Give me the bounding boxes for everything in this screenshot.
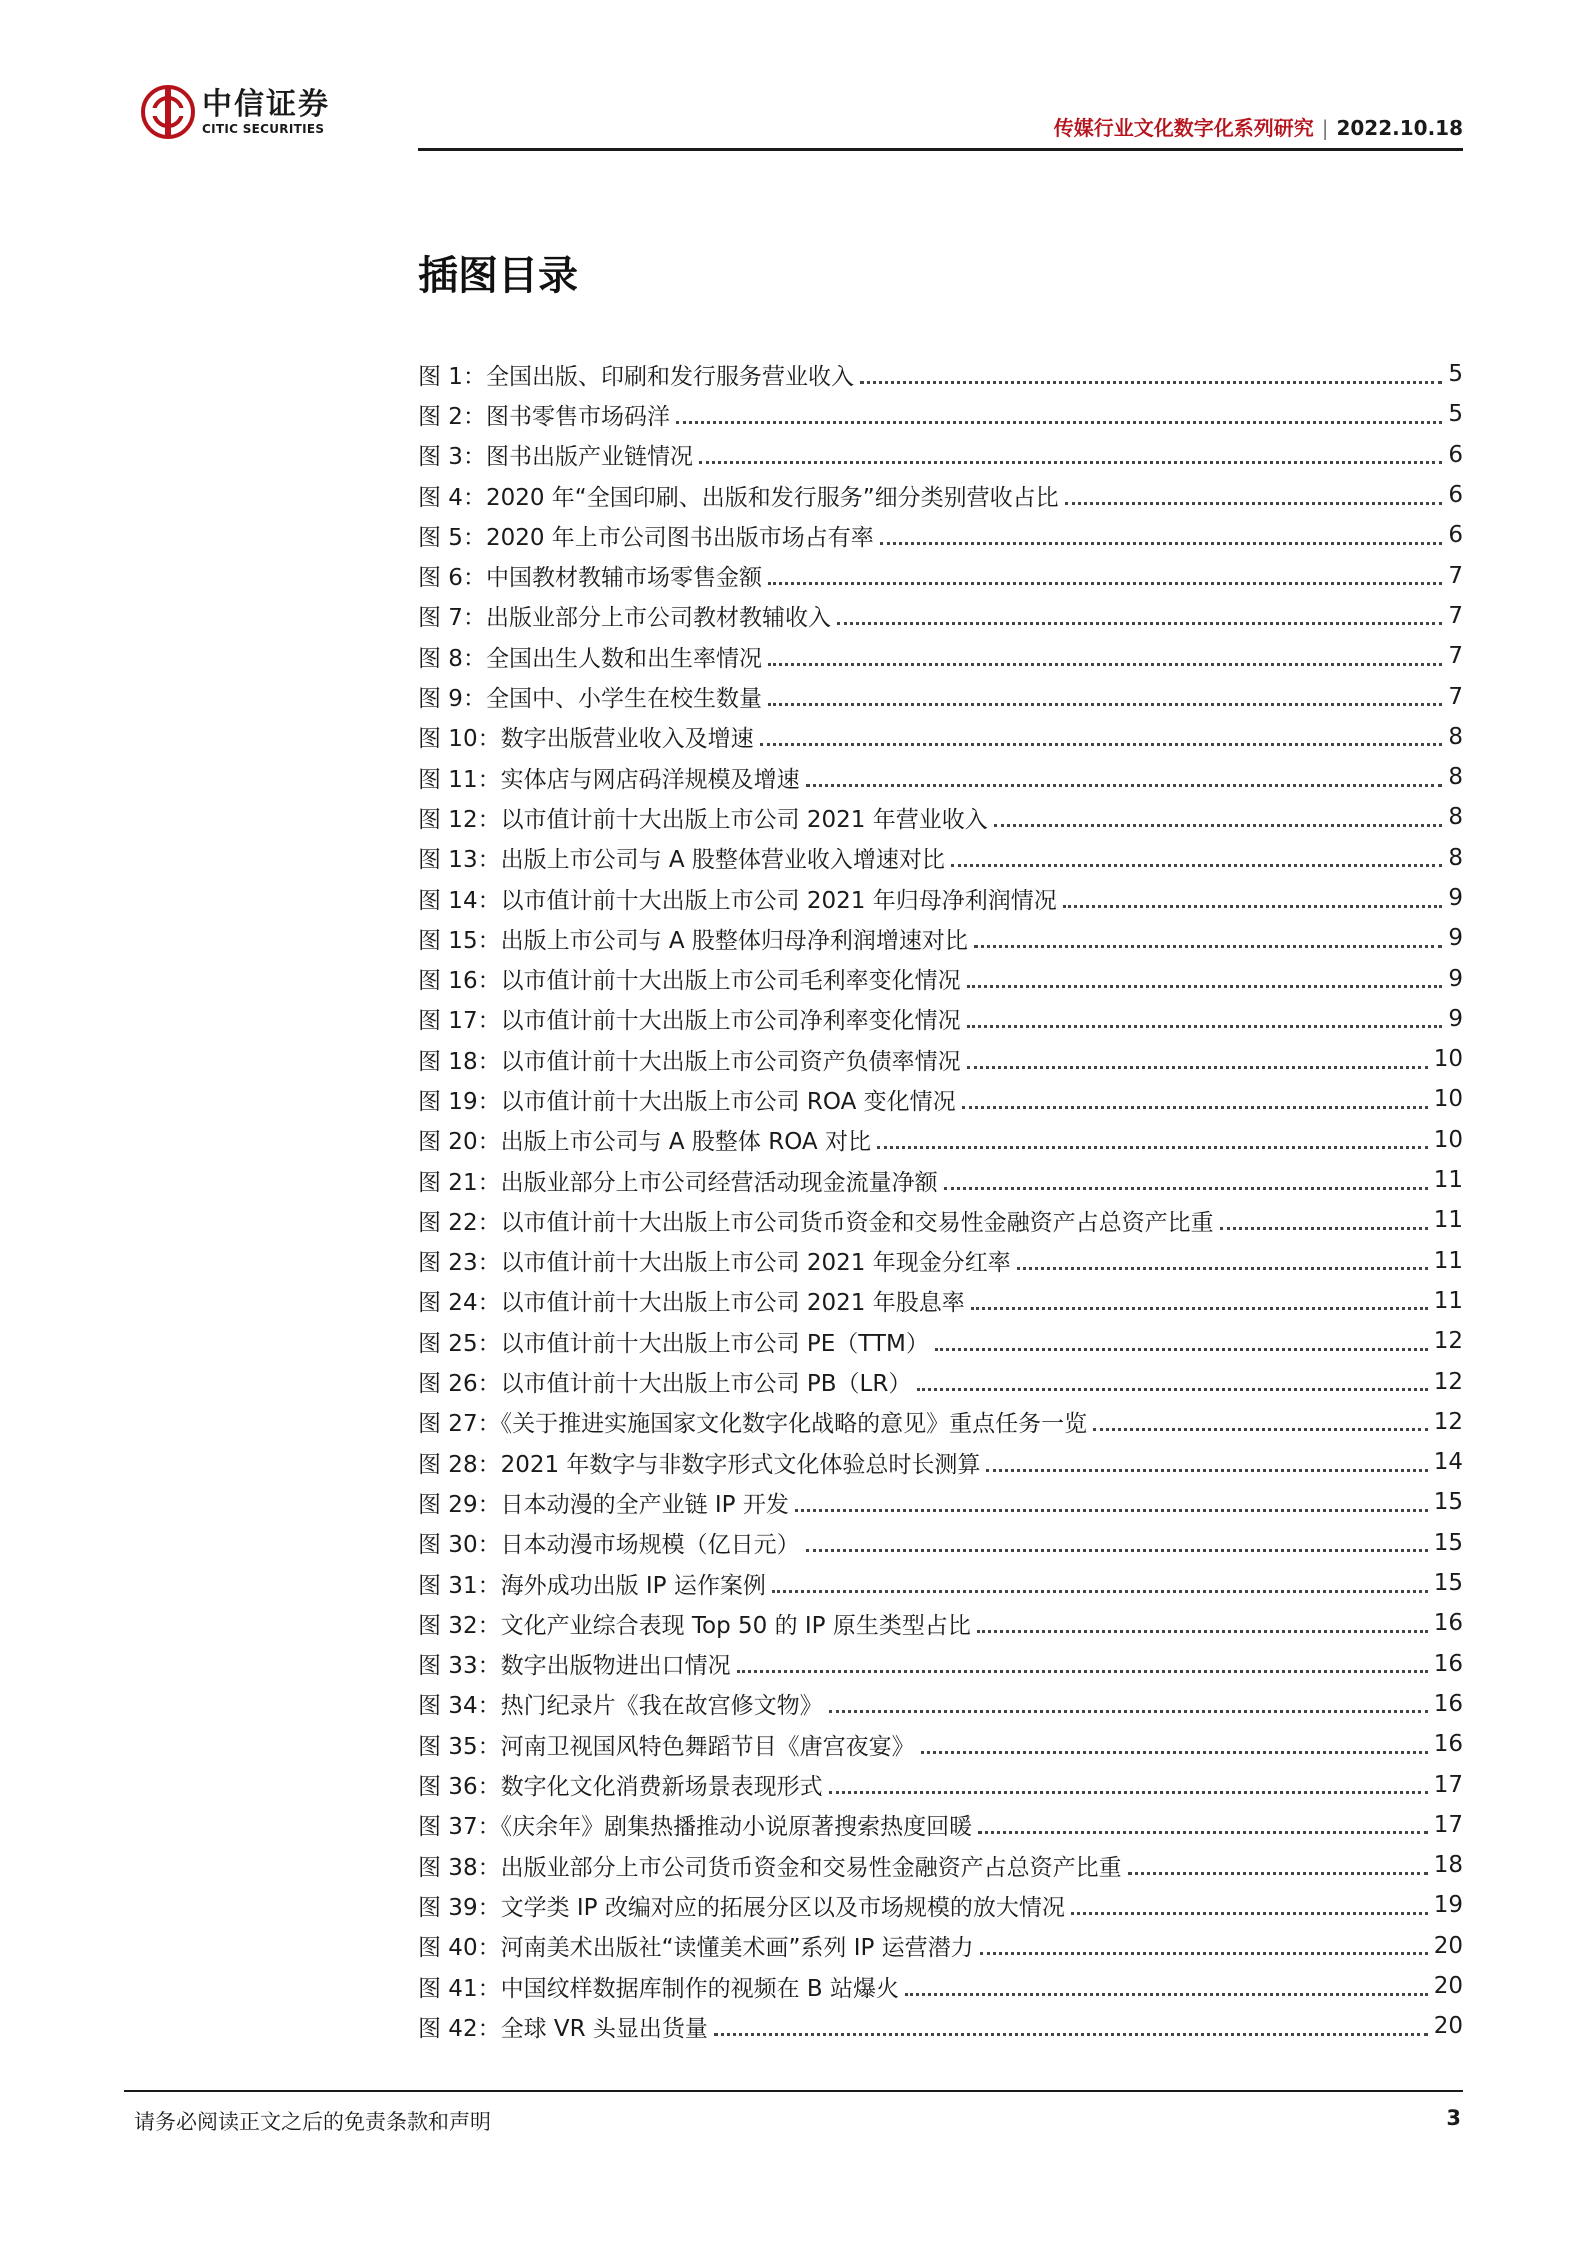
toc-dot-leader — [1220, 1227, 1428, 1230]
toc-entry-page: 8 — [1448, 844, 1463, 871]
toc-entry[interactable] — [418, 1200, 1463, 1240]
toc-entry-page: 7 — [1448, 602, 1463, 629]
toc-dot-leader — [1071, 1912, 1428, 1915]
toc-entry[interactable] — [418, 1885, 1463, 1925]
toc-entry-page: 9 — [1448, 1005, 1463, 1032]
toc-entry-label: 图 11：实体店与网店码洋规模及增速 — [418, 766, 800, 793]
figure-toc-list — [418, 354, 1463, 2046]
toc-dot-leader — [1065, 502, 1443, 505]
toc-entry[interactable] — [418, 636, 1463, 676]
toc-dot-leader — [795, 1509, 1428, 1512]
toc-entry-label: 图 28：2021 年数字与非数字形式文化体验总时长测算 — [418, 1451, 981, 1478]
toc-entry[interactable] — [418, 1644, 1463, 1684]
toc-dot-leader — [768, 582, 1442, 585]
toc-entry-page: 12 — [1433, 1328, 1463, 1355]
toc-dot-leader — [1093, 1428, 1428, 1431]
toc-dot-leader — [1063, 905, 1443, 908]
toc-entry-page: 15 — [1433, 1529, 1463, 1556]
toc-entry-page: 8 — [1448, 764, 1463, 791]
toc-dot-leader — [1128, 1872, 1428, 1875]
toc-entry-label: 图 4：2020 年“全国印刷、出版和发行服务”细分类别营收占比 — [418, 484, 1059, 511]
logo-english-name: CITIC SECURITIES — [202, 122, 325, 136]
toc-entry[interactable] — [418, 1241, 1463, 1281]
toc-entry[interactable] — [418, 394, 1463, 434]
toc-dot-leader — [768, 663, 1442, 666]
toc-entry-label: 图 9：全国中、小学生在校生数量 — [418, 686, 762, 713]
toc-entry-label: 图 3：图书出版产业链情况 — [418, 444, 693, 471]
toc-entry[interactable] — [418, 1845, 1463, 1885]
toc-entry-label: 图 20：出版上市公司与 A 股整体 ROA 对比 — [418, 1129, 871, 1156]
toc-entry[interactable] — [418, 515, 1463, 555]
toc-entry-page: 6 — [1448, 522, 1463, 549]
toc-dot-leader — [980, 1952, 1428, 1955]
toc-entry-label: 图 33：数字出版物进出口情况 — [418, 1653, 731, 1680]
toc-dot-leader — [877, 1146, 1428, 1149]
toc-entry-label: 图 12：以市值计前十大出版上市公司 2021 年营业收入 — [418, 806, 988, 833]
toc-entry[interactable] — [418, 596, 1463, 636]
toc-entry-label: 图 21：出版业部分上市公司经营活动现金流量净额 — [418, 1169, 938, 1196]
toc-entry-label: 图 13：出版上市公司与 A 股整体营业收入增速对比 — [418, 847, 945, 874]
report-date: 2022.10.18 — [1336, 116, 1463, 140]
toc-dot-leader — [917, 1388, 1427, 1391]
toc-dot-leader — [986, 1469, 1427, 1472]
toc-entry-page: 17 — [1433, 1811, 1463, 1838]
toc-dot-leader — [699, 461, 1442, 464]
toc-entry-page: 20 — [1433, 1973, 1463, 2000]
toc-entry-label: 图 39：文学类 IP 改编对应的拓展分区以及市场规模的放大情况 — [418, 1894, 1065, 1921]
toc-entry-page: 19 — [1433, 1892, 1463, 1919]
toc-entry-page: 20 — [1433, 2013, 1463, 2040]
toc-entry-page: 18 — [1433, 1852, 1463, 1879]
page-number: 3 — [1446, 2106, 1461, 2130]
toc-entry-label: 图 17：以市值计前十大出版上市公司净利率变化情况 — [418, 1008, 961, 1035]
toc-dot-leader — [806, 1549, 1428, 1552]
toc-entry-page: 10 — [1433, 1046, 1463, 1073]
toc-dot-leader — [829, 1710, 1428, 1713]
toc-dot-leader — [714, 2033, 1428, 2036]
toc-entry[interactable] — [418, 1724, 1463, 1764]
toc-entry[interactable] — [418, 1160, 1463, 1200]
toc-entry-page: 12 — [1433, 1408, 1463, 1435]
toc-entry-label: 图 14：以市值计前十大出版上市公司 2021 年归母净利润情况 — [418, 887, 1057, 914]
toc-entry[interactable] — [418, 354, 1463, 394]
toc-entry[interactable] — [418, 1966, 1463, 2006]
toc-entry-page: 10 — [1433, 1126, 1463, 1153]
toc-dot-leader — [967, 985, 1443, 988]
toc-entry[interactable] — [418, 838, 1463, 878]
toc-dot-leader — [880, 542, 1443, 545]
toc-entry-label: 图 30：日本动漫市场规模（亿日元） — [418, 1532, 800, 1559]
toc-entry-page: 16 — [1433, 1650, 1463, 1677]
toc-entry-page: 12 — [1433, 1368, 1463, 1395]
toc-entry[interactable] — [418, 1764, 1463, 1804]
toc-entry[interactable] — [418, 1482, 1463, 1522]
page-title: 插图目录 — [418, 253, 578, 299]
toc-dot-leader — [978, 1831, 1428, 1834]
toc-entry-label: 图 27：《关于推进实施国家文化数字化战略的意见》重点任务一览 — [418, 1411, 1088, 1438]
toc-entry[interactable] — [418, 1603, 1463, 1643]
toc-entry-page: 8 — [1448, 723, 1463, 750]
logo-chinese-name: 中信证券 — [202, 87, 330, 122]
toc-entry[interactable] — [418, 1563, 1463, 1603]
toc-entry[interactable] — [418, 555, 1463, 595]
toc-dot-leader — [806, 784, 1443, 787]
report-header — [1054, 112, 1463, 141]
toc-entry[interactable] — [418, 757, 1463, 797]
toc-entry-page: 11 — [1433, 1247, 1463, 1274]
toc-entry-page: 7 — [1448, 683, 1463, 710]
toc-dot-leader — [994, 824, 1443, 827]
toc-dot-leader — [1017, 1267, 1428, 1270]
toc-entry-label: 图 1：全国出版、印刷和发行服务营业收入 — [418, 363, 854, 390]
toc-dot-leader — [860, 381, 1442, 384]
toc-entry-label: 图 16：以市值计前十大出版上市公司毛利率变化情况 — [418, 968, 961, 995]
toc-entry-label: 图 25：以市值计前十大出版上市公司 PE（TTM） — [418, 1330, 929, 1357]
toc-entry-page: 10 — [1433, 1086, 1463, 1113]
toc-entry-label: 图 6：中国教材教辅市场零售金额 — [418, 565, 762, 592]
toc-dot-leader — [772, 1590, 1428, 1593]
toc-dot-leader — [921, 1751, 1428, 1754]
footer-divider — [124, 2090, 1463, 2092]
toc-dot-leader — [768, 703, 1442, 706]
toc-entry[interactable] — [418, 878, 1463, 918]
toc-entry[interactable] — [418, 999, 1463, 1039]
toc-entry-label: 图 19：以市值计前十大出版上市公司 ROA 变化情况 — [418, 1088, 956, 1115]
toc-entry-label: 图 42：全球 VR 头显出货量 — [418, 2015, 708, 2042]
toc-entry[interactable] — [418, 1039, 1463, 1079]
toc-dot-leader — [967, 1066, 1428, 1069]
toc-entry-label: 图 37：《庆余年》剧集热播推动小说原著搜索热度回暖 — [418, 1814, 973, 1841]
toc-entry-label: 图 2：图书零售市场码洋 — [418, 403, 670, 430]
toc-entry-label: 图 29：日本动漫的全产业链 IP 开发 — [418, 1491, 789, 1518]
toc-entry[interactable] — [418, 676, 1463, 716]
toc-entry[interactable] — [418, 1926, 1463, 1966]
toc-dot-leader — [971, 1307, 1428, 1310]
toc-entry[interactable] — [418, 1805, 1463, 1845]
toc-entry[interactable] — [418, 1684, 1463, 1724]
toc-entry-page: 6 — [1448, 482, 1463, 509]
toc-dot-leader — [977, 1630, 1428, 1633]
toc-dot-leader — [951, 864, 1442, 867]
toc-entry-label: 图 18：以市值计前十大出版上市公司资产负债率情况 — [418, 1048, 961, 1075]
citic-logo-icon — [140, 84, 196, 140]
toc-dot-leader — [967, 1025, 1443, 1028]
toc-entry-page: 5 — [1448, 361, 1463, 388]
toc-entry-page: 9 — [1448, 925, 1463, 952]
toc-entry-page: 7 — [1448, 643, 1463, 670]
toc-entry[interactable] — [418, 958, 1463, 998]
toc-entry[interactable] — [418, 1120, 1463, 1160]
toc-entry[interactable] — [418, 1361, 1463, 1401]
toc-dot-leader — [905, 1993, 1428, 1996]
toc-entry-page: 16 — [1433, 1690, 1463, 1717]
toc-entry-label: 图 7：出版业部分上市公司教材教辅收入 — [418, 605, 831, 632]
toc-entry-label: 图 36：数字化文化消费新场景表现形式 — [418, 1774, 823, 1801]
toc-dot-leader — [676, 421, 1442, 424]
toc-entry-page: 11 — [1433, 1207, 1463, 1234]
toc-entry[interactable] — [418, 1281, 1463, 1321]
toc-dot-leader — [944, 1187, 1428, 1190]
toc-entry[interactable] — [418, 1079, 1463, 1119]
toc-entry-label: 图 32：文化产业综合表现 Top 50 的 IP 原生类型占比 — [418, 1612, 971, 1639]
toc-entry[interactable] — [418, 1523, 1463, 1563]
toc-dot-leader — [829, 1791, 1428, 1794]
toc-dot-leader — [962, 1106, 1428, 1109]
toc-entry-page: 16 — [1433, 1610, 1463, 1637]
toc-entry-label: 图 23：以市值计前十大出版上市公司 2021 年现金分红率 — [418, 1250, 1011, 1277]
toc-dot-leader — [737, 1670, 1428, 1673]
toc-entry-page: 16 — [1433, 1731, 1463, 1758]
toc-entry[interactable] — [418, 435, 1463, 475]
toc-entry-label: 图 26：以市值计前十大出版上市公司 PB（LR） — [418, 1371, 912, 1398]
toc-entry-page: 14 — [1433, 1449, 1463, 1476]
toc-entry-label: 图 40：河南美术出版社“读懂美术画”系列 IP 运营潜力 — [418, 1935, 974, 1962]
toc-dot-leader — [837, 622, 1442, 625]
header-separator: | — [1321, 116, 1329, 140]
toc-entry-page: 9 — [1448, 885, 1463, 911]
toc-dot-leader — [760, 743, 1443, 746]
toc-entry-page: 7 — [1448, 562, 1463, 589]
toc-entry-label: 图 38：出版业部分上市公司货币资金和交易性金融资产占总资产比重 — [418, 1854, 1122, 1881]
toc-entry-page: 15 — [1433, 1570, 1463, 1597]
toc-entry-label: 图 22：以市值计前十大出版上市公司货币资金和交易性金融资产占总资产比重 — [418, 1209, 1214, 1236]
toc-entry-label: 图 41：中国纹样数据库制作的视频在 B 站爆火 — [418, 1975, 899, 2002]
toc-entry-label: 图 15：出版上市公司与 A 股整体归母净利润增速对比 — [418, 927, 968, 954]
footer-disclaimer: 请务必阅读正文之后的免责条款和声明 — [134, 2110, 491, 2134]
toc-entry[interactable] — [418, 1442, 1463, 1482]
toc-entry[interactable] — [418, 797, 1463, 837]
citic-logo — [140, 84, 330, 140]
toc-entry-page: 11 — [1433, 1167, 1463, 1194]
toc-entry-label: 图 24：以市值计前十大出版上市公司 2021 年股息率 — [418, 1290, 965, 1317]
toc-entry-page: 11 — [1433, 1287, 1463, 1314]
toc-entry-page: 20 — [1433, 1932, 1463, 1959]
toc-entry-label: 图 35：河南卫视国风特色舞蹈节目《唐宫夜宴》 — [418, 1733, 915, 1760]
toc-entry-label: 图 10：数字出版营业收入及增速 — [418, 726, 754, 753]
toc-entry[interactable] — [418, 475, 1463, 515]
toc-entry-label: 图 5：2020 年上市公司图书出版市场占有率 — [418, 524, 874, 551]
toc-entry-page: 6 — [1448, 441, 1463, 468]
toc-entry-label: 图 8：全国出生人数和出生率情况 — [418, 645, 762, 672]
toc-entry[interactable] — [418, 918, 1463, 958]
toc-entry-page: 15 — [1433, 1489, 1463, 1516]
toc-entry[interactable] — [418, 1402, 1463, 1442]
toc-entry-page: 5 — [1448, 401, 1463, 428]
toc-entry-page: 17 — [1433, 1771, 1463, 1798]
toc-dot-leader — [935, 1348, 1428, 1351]
header-divider — [418, 148, 1463, 151]
toc-entry-label: 图 34：热门纪录片《我在故宫修文物》 — [418, 1693, 823, 1720]
toc-entry-label: 图 31：海外成功出版 IP 运作案例 — [418, 1572, 766, 1599]
toc-entry[interactable] — [418, 2006, 1463, 2046]
toc-entry[interactable] — [418, 1321, 1463, 1361]
toc-dot-leader — [974, 945, 1442, 948]
toc-entry-page: 9 — [1448, 965, 1463, 992]
toc-entry[interactable] — [418, 717, 1463, 757]
toc-entry-page: 8 — [1448, 804, 1463, 831]
report-series: 传媒行业文化数字化系列研究 — [1053, 116, 1314, 140]
